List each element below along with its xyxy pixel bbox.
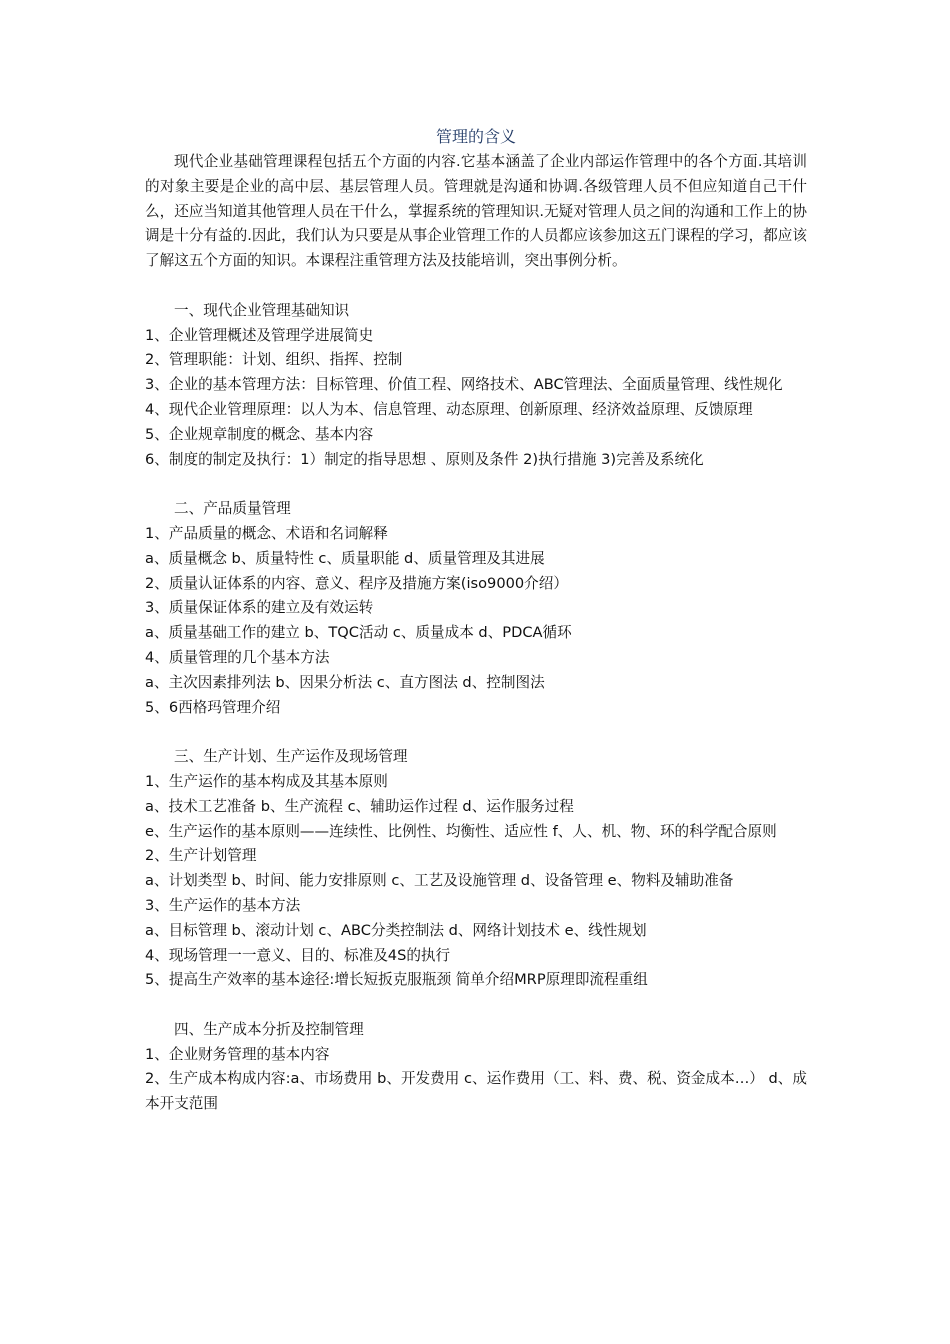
section-3-line: 5、提高生产效率的基本途径:增长短扳克服瓶颈 简单介绍MRP原理即流程重组	[145, 971, 648, 989]
section-2-line: 2、质量认证体系的内容、意义、程序及措施方案(iso9000介绍）	[145, 574, 568, 592]
section-1-line: 2、管理职能：计划、组织、指挥、控制	[145, 351, 403, 369]
section-2-line: 1、产品质量的概念、术语和名词解释	[145, 524, 388, 542]
section-2-line: a、主次因素排列法 b、因果分析法 c、直方图法 d、控制图法	[145, 673, 545, 691]
section-2-line: a、质量基础工作的建立 b、TQC活动 c、质量成本 d、PDCA循环	[145, 624, 572, 642]
section-1-line: 4、现代企业管理原理：以人为本、信息管理、动态原理、创新原理、经济效益原理、反馈原理	[145, 400, 753, 418]
section-3-line: a、技术工艺准备 b、生产流程 c、辅助运作过程 d、运作服务过程	[145, 797, 574, 815]
section-1-line: 6、制度的制定及执行：1）制定的指导思想 、原则及条件 2)执行措施 3)完善及系统化	[145, 450, 704, 468]
section-4-line: 2、生产成本构成内容:a、市场费用 b、开发费用 c、运作费用（工、料、费、税、资金成本…） d、成本开支范围	[145, 1070, 807, 1113]
document-page	[145, 124, 807, 1117]
document-title: 管理的含义	[435, 127, 516, 146]
spacer	[145, 720, 807, 745]
section-3-line: a、目标管理 b、滚动计划 c、ABC分类控制法 d、网络计划技术 e、线性规划	[145, 921, 647, 939]
section-3-line: 3、生产运作的基本方法	[145, 896, 301, 914]
section-1-line: 3、企业的基本管理方法：目标管理、价值工程、网络技术、ABC管理法、全面质量管理、线性规化	[145, 376, 783, 394]
section-3-line: 2、生产计划管理	[145, 847, 257, 865]
section-2-line: a、质量概念 b、质量特性 c、质量职能 d、质量管理及其进展	[145, 549, 545, 567]
section-1-line: 1、企业管理概述及管理学进展简史	[145, 326, 374, 344]
section-heading-1: 一、现代企业管理基础知识	[174, 301, 350, 319]
section-3-line: 4、现场管理一一意义、目的、标准及4S的执行	[145, 946, 451, 964]
section-2-line: 3、质量保证体系的建立及有效运转	[145, 599, 374, 617]
section-2-line: 4、质量管理的几个基本方法	[145, 648, 330, 666]
section-4-line: 1、企业财务管理的基本内容	[145, 1045, 330, 1063]
intro-paragraph: 现代企业基础管理课程包括五个方面的内容.它基本涵盖了企业内部运作管理中的各个方面.其培训的对象主要是企业的高中层、基层管理人员。管理就是沟通和协调.各级管理人员不但应知道自己干什么，还应当知道其他管理人员在干什么，掌握系统的管理知识.无疑对管理人员之间的沟通和工作上的协调是十分有益的.因此，我们认为只要是从事企业管理工作的人员都应该参加这五门课程的学习，都应该了解这五个方面的知识。本课程注重管理方法及技能培训，突出事例分析。	[145, 153, 807, 270]
section-heading-2: 二、产品质量管理	[174, 500, 291, 518]
section-2-line: 5、6西格玛管理介绍	[145, 698, 281, 716]
spacer	[145, 993, 807, 1018]
section-heading-4: 四、生产成本分折及控制管理	[174, 1020, 364, 1038]
section-heading-3: 三、生产计划、生产运作及现场管理	[174, 748, 408, 766]
spacer	[145, 274, 807, 299]
section-3-line: e、生产运作的基本原则——连续性、比例性、均衡性、适应性 f、人、机、物、环的科学配合原则	[145, 822, 777, 840]
section-3-line: 1、生产运作的基本构成及其基本原则	[145, 772, 388, 790]
section-3-line: a、计划类型 b、时间、能力安排原则 c、工艺及设施管理 d、设备管理 e、物料及辅助准备	[145, 872, 734, 890]
spacer	[145, 472, 807, 497]
section-1-line: 5、企业规章制度的概念、基本内容	[145, 425, 374, 443]
